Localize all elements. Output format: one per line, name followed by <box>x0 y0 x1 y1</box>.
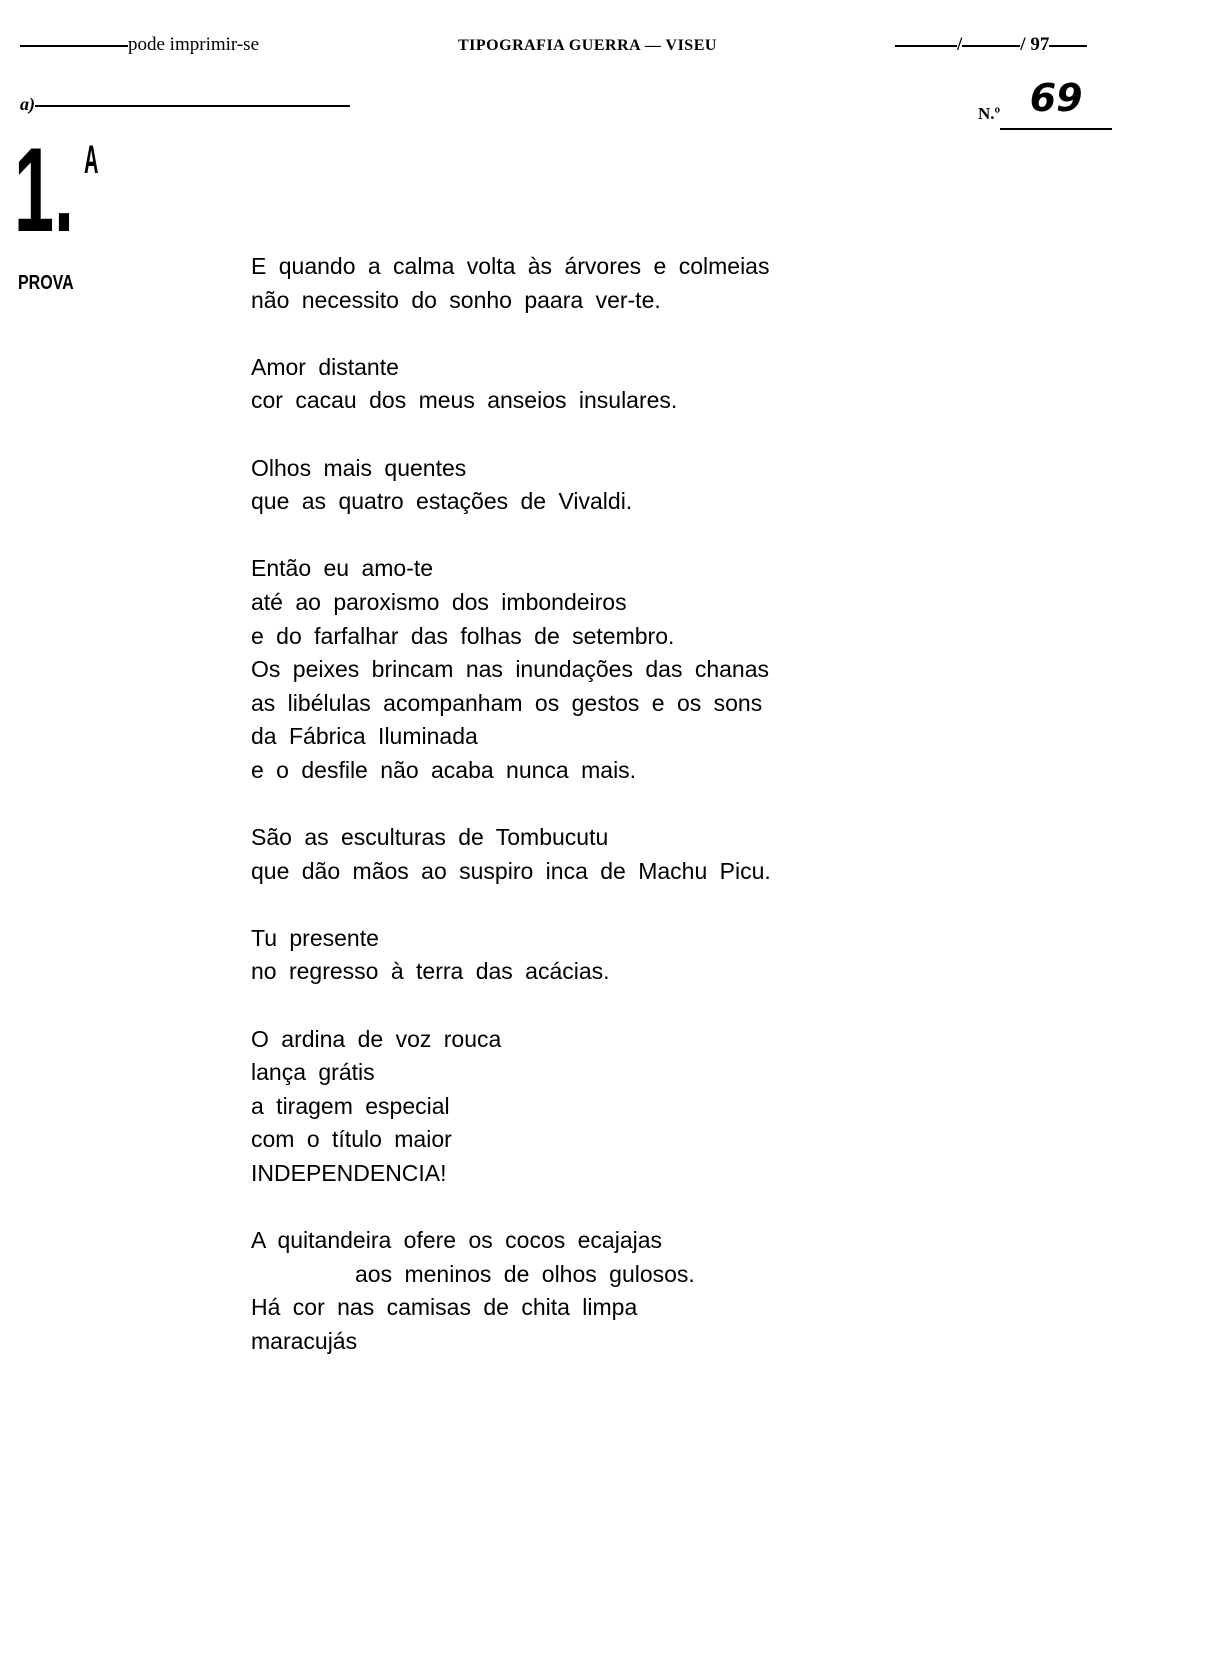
printer-name: TIPOGRAFIA GUERRA — VISEU <box>458 37 717 54</box>
poem-text <box>251 250 771 1359</box>
handwritten-number: 69 <box>1029 76 1083 120</box>
blank-line <box>962 45 1020 47</box>
stanza-break <box>251 317 771 351</box>
number-label: N.º <box>978 104 1001 123</box>
poem-line: da Fábrica Iluminada <box>251 723 478 750</box>
a-label: a) <box>20 94 35 114</box>
blank-line <box>1049 45 1087 47</box>
poem-line: lança grátis <box>251 1059 375 1086</box>
stanza-break <box>251 519 771 553</box>
date-field: / / 97 <box>895 34 1087 56</box>
poem-line: que as quatro estações de Vivaldi. <box>251 488 633 515</box>
poem-line: a tiragem especial <box>251 1092 450 1119</box>
poem-line: no regresso à terra das acácias. <box>251 958 610 985</box>
poem-line: cor cacau dos meus anseios insulares. <box>251 387 678 414</box>
stanza-break <box>251 418 771 452</box>
poem-line: com o título maior <box>251 1126 452 1153</box>
blank-line <box>20 45 128 47</box>
stanza-break <box>251 1191 771 1225</box>
poem-line: Tu presente <box>251 924 379 951</box>
a-field <box>20 94 350 115</box>
imprimatur-label: pode imprimir-se <box>128 34 260 55</box>
poem-line: Os peixes brincam nas inundações das chanas <box>251 656 770 683</box>
proof-label: PROVA <box>18 272 74 294</box>
poem-line: Há cor nas camisas de chita limpa <box>251 1294 638 1321</box>
poem-line: São as esculturas de Tombucutu <box>251 824 609 851</box>
blank-line <box>35 105 350 107</box>
proof-ordinal: A <box>84 138 99 182</box>
poem-line: aos meninos de olhos gulosos. <box>355 1260 695 1287</box>
stanza-break <box>251 888 771 922</box>
poem-line: e do farfalhar das folhas de setembro. <box>251 622 675 649</box>
proof-number: 1. <box>14 123 75 257</box>
stanza-break <box>251 989 771 1023</box>
poem-line: Amor distante <box>251 353 399 380</box>
imprimatur-field <box>20 34 259 56</box>
date-year: 97 <box>1030 34 1050 55</box>
stanza-break <box>251 788 771 822</box>
poem-line: até ao paroxismo dos imbondeiros <box>251 588 627 615</box>
poem-line: e o desfile não acaba nunca mais. <box>251 756 637 783</box>
poem-line: INDEPENDENCIA! <box>251 1160 447 1187</box>
poem-line: E quando a calma volta às árvores e colmeias <box>251 253 770 279</box>
poem-line: maracujás <box>251 1328 358 1354</box>
poem-line: Olhos mais quentes <box>251 454 467 481</box>
number-field <box>978 76 1112 130</box>
poem-line: O ardina de voz rouca <box>251 1025 502 1052</box>
poem-line: que dão mãos ao suspiro inca de Machu Picu. <box>251 857 771 884</box>
poem-line: não necessito do sonho paara ver-te. <box>251 286 661 313</box>
poem-line: Então eu amo-te <box>251 555 434 582</box>
blank-line <box>895 45 957 47</box>
poem-line: as libélulas acompanham os gestos e os sons <box>251 689 763 716</box>
poem-line: A quitandeira ofere os cocos ecajajas <box>251 1227 663 1254</box>
